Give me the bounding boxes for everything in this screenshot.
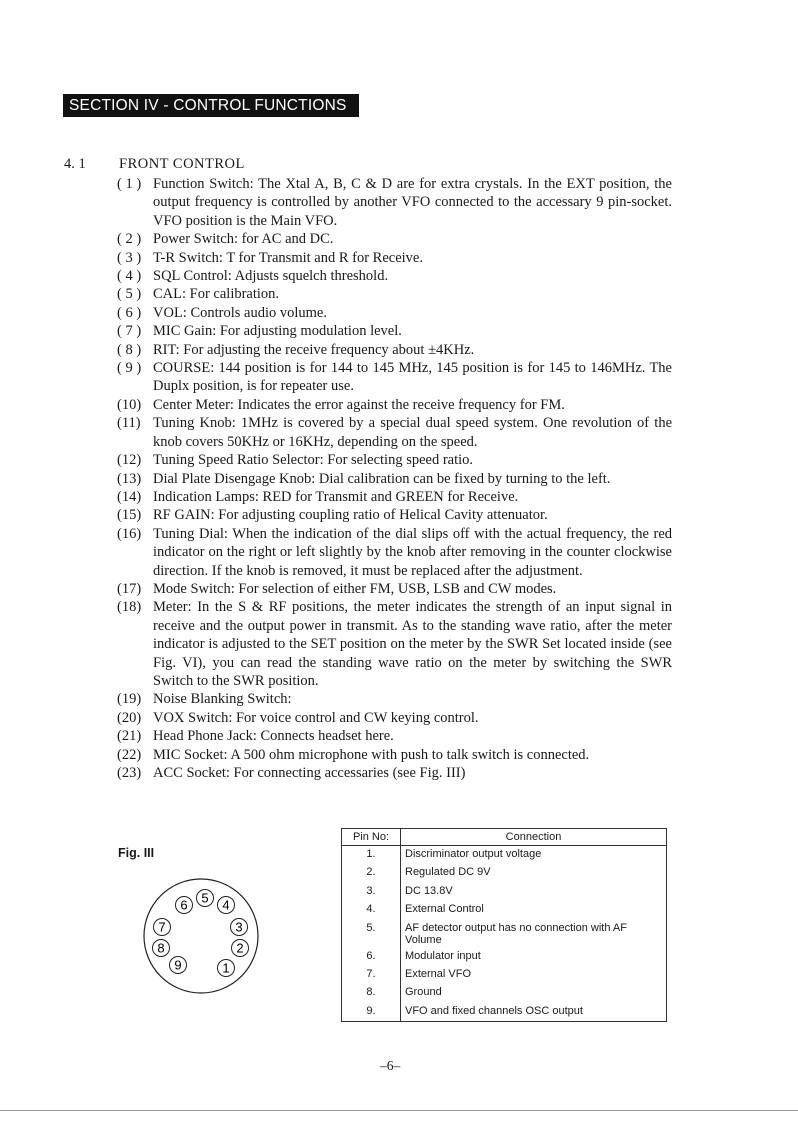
item-text: VOL: Controls audio volume. xyxy=(153,304,327,321)
table-row xyxy=(342,966,667,984)
list-item xyxy=(117,727,672,745)
socket-pin-5 xyxy=(197,890,214,907)
socket-pin-9 xyxy=(170,957,187,974)
list-item xyxy=(117,414,672,451)
list-item xyxy=(117,304,672,322)
pin-cell: 7. xyxy=(342,966,401,984)
item-number: (11) xyxy=(117,415,141,432)
pin-cell: 8. xyxy=(342,984,401,1002)
connection-header: Connection xyxy=(401,829,667,846)
pin-cell: 2. xyxy=(342,864,401,882)
table-header-row xyxy=(342,829,667,846)
list-item xyxy=(117,322,672,340)
item-number: (10) xyxy=(117,396,142,413)
item-number: (17) xyxy=(117,580,142,597)
item-text: MIC Gain: For adjusting modulation level. xyxy=(153,323,402,340)
connection-cell: Discriminator output voltage xyxy=(401,846,667,865)
list-item xyxy=(117,359,672,396)
item-text: Mode Switch: For selection of either FM, USB, LSB and CW modes. xyxy=(153,580,557,597)
item-number: ( 5 ) xyxy=(117,286,142,303)
pin-cell: 5. xyxy=(342,920,401,948)
list-item xyxy=(117,341,672,359)
connection-cell: AF detector output has no connection with AF Volume xyxy=(401,920,667,948)
pin-cell: 1. xyxy=(342,846,401,865)
list-item xyxy=(117,249,672,267)
pin-connection-table xyxy=(341,828,667,1022)
list-item xyxy=(117,746,672,764)
pin-label: 5 xyxy=(201,890,209,906)
item-text: Tuning Dial: When the indication of the dial slips off with the actual frequency, the red indicator on the right or left slightly by the knob after removing in the counter clockwise direction. If the knob is removed, it must be replaced after the adjustment. xyxy=(153,525,672,579)
list-item xyxy=(117,230,672,248)
list-item xyxy=(117,488,672,506)
pin-label: 1 xyxy=(222,960,230,976)
item-number: (20) xyxy=(117,709,142,726)
item-text: RIT: For adjusting the receive frequency about ±4KHz. xyxy=(153,341,475,358)
item-text: Dial Plate Disengage Knob: Dial calibration can be fixed by turning to the left. xyxy=(153,470,611,487)
pin-label: 4 xyxy=(222,897,230,913)
list-item xyxy=(117,764,672,782)
section-title: FRONT CONTROL xyxy=(119,156,245,172)
item-number: ( 6 ) xyxy=(117,304,142,321)
item-text: Indication Lamps: RED for Transmit and GREEN for Receive. xyxy=(153,488,519,505)
pin-label: 3 xyxy=(235,919,243,935)
item-number: (23) xyxy=(117,765,142,781)
item-number: ( 7 ) xyxy=(117,323,142,340)
list-item xyxy=(117,285,672,303)
page-number: –6– xyxy=(380,1058,401,1073)
item-number: (18) xyxy=(117,599,142,616)
item-text: SQL Control: Adjusts squelch threshold. xyxy=(153,268,389,285)
item-text: Function Switch: The Xtal A, B, C & D are for extra crystals. In the EXT position, the output frequency is controlled by another VFO connected to the accessary 9 pin-socket. VFO position is the Main VFO. xyxy=(153,176,672,229)
socket-pin-6 xyxy=(176,897,193,914)
footer-divider xyxy=(0,1110,798,1111)
list-item xyxy=(117,267,672,285)
item-number: ( 9 ) xyxy=(117,360,142,377)
connection-cell: External VFO xyxy=(401,966,667,984)
socket-pin-2 xyxy=(232,940,249,957)
pin-cell: 6. xyxy=(342,948,401,966)
item-number: (21) xyxy=(117,728,142,745)
pin-cell: 4. xyxy=(342,901,401,919)
item-number: (16) xyxy=(117,525,142,542)
acc-socket-diagram xyxy=(140,876,262,996)
item-text: Center Meter: Indicates the error against the receive frequency for FM. xyxy=(153,396,565,413)
figure-label: Fig. III xyxy=(118,846,155,860)
pin-label: 7 xyxy=(158,919,166,935)
item-text: Meter: In the S & RF positions, the meter indicates the strength of an input signal in receive and the output power in transmit. As to the standing wave ratio, after the meter indicator is adjusted to the SET position on the meter by the SWR Set located inside (see Fig. VI), you can read the standing wave ratio on the meter by switching the SWR Switch to the SWR position. xyxy=(153,599,672,689)
list-item xyxy=(117,598,672,690)
item-text: RF GAIN: For adjusting coupling ratio of Helical Cavity attenuator. xyxy=(153,507,548,524)
socket-pin-1 xyxy=(218,960,235,977)
item-text: Power Switch: for AC and DC. xyxy=(153,231,334,248)
item-number: (19) xyxy=(117,691,142,708)
list-item xyxy=(117,175,672,230)
item-text: COURSE: 144 position is for 144 to 145 MHz, 145 position is for 145 to 146MHz. The Duplx position, is for repeater use. xyxy=(153,360,672,395)
connection-cell: Ground xyxy=(401,984,667,1002)
list-item xyxy=(117,470,672,488)
item-text: Noise Blanking Switch: xyxy=(153,691,292,708)
item-number: ( 2 ) xyxy=(117,231,142,248)
pin-label: 2 xyxy=(236,940,244,956)
list-item xyxy=(117,580,672,598)
item-text: VOX Switch: For voice control and CW keying control. xyxy=(153,709,479,726)
item-number: (13) xyxy=(117,470,142,487)
item-text: MIC Socket: A 500 ohm microphone with push to talk switch is connected. xyxy=(153,746,590,763)
table-row xyxy=(342,864,667,882)
pin-cell: 9. xyxy=(342,1003,401,1022)
pin-label: 6 xyxy=(180,897,188,913)
pin-no-header: Pin No: xyxy=(342,829,401,846)
item-text: CAL: For calibration. xyxy=(153,286,280,303)
table-row xyxy=(342,920,667,948)
socket-pin-3 xyxy=(231,919,248,936)
list-item xyxy=(117,396,672,414)
list-item xyxy=(117,525,672,580)
socket-pin-4 xyxy=(218,897,235,914)
item-number: (15) xyxy=(117,507,142,524)
pin-label: 8 xyxy=(157,940,165,956)
list-item xyxy=(117,451,672,469)
item-number: ( 8 ) xyxy=(117,341,142,358)
connection-cell: Modulator input xyxy=(401,948,667,966)
table-row xyxy=(342,901,667,919)
table-row xyxy=(342,883,667,901)
item-number: (12) xyxy=(117,452,142,469)
item-number: ( 3 ) xyxy=(117,249,142,266)
pin-label: 9 xyxy=(174,957,182,973)
item-number: ( 1 ) xyxy=(117,176,142,192)
item-text: ACC Socket: For connecting accessaries (see Fig. III) xyxy=(153,765,466,781)
item-number: (22) xyxy=(117,746,142,763)
table-row xyxy=(342,948,667,966)
control-list xyxy=(117,175,672,782)
connection-cell: External Control xyxy=(401,901,667,919)
item-text: Tuning Speed Ratio Selector: For selecting speed ratio. xyxy=(153,452,474,469)
section-number: 4. 1 xyxy=(64,156,86,172)
table-row xyxy=(342,846,667,865)
pin-cell: 3. xyxy=(342,883,401,901)
connection-cell: DC 13.8V xyxy=(401,883,667,901)
connection-cell: Regulated DC 9V xyxy=(401,864,667,882)
item-text: Tuning Knob: 1MHz is covered by a special dual speed system. One revolution of the knob covers 50KHz or 16KHz, depending on the speed. xyxy=(153,415,672,450)
table-row xyxy=(342,984,667,1002)
socket-pin-8 xyxy=(153,940,170,957)
item-text: Head Phone Jack: Connects headset here. xyxy=(153,728,394,745)
item-number: (14) xyxy=(117,488,142,505)
section-banner: SECTION IV - CONTROL FUNCTIONS xyxy=(63,94,359,117)
socket-pin-7 xyxy=(154,919,171,936)
table-row xyxy=(342,1003,667,1022)
list-item xyxy=(117,709,672,727)
connection-cell: VFO and fixed channels OSC output xyxy=(401,1003,667,1022)
item-text: T-R Switch: T for Transmit and R for Receive. xyxy=(153,249,423,266)
list-item xyxy=(117,690,672,708)
item-number: ( 4 ) xyxy=(117,268,142,285)
list-item xyxy=(117,506,672,524)
